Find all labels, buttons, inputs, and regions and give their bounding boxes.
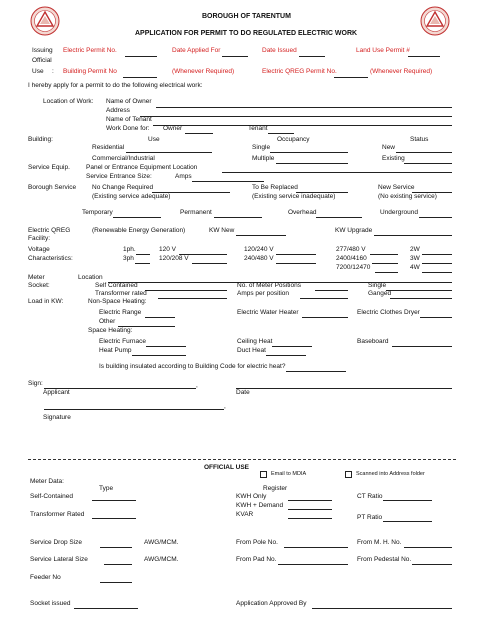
self-contained-label: Self Contained [95, 282, 138, 289]
sign-comma-1: , [196, 382, 198, 389]
qreg-label: Electric QREG [28, 227, 71, 234]
qreg-permit-label: Electric QREG Permit No. [262, 68, 337, 75]
v120-240-label: 120/240 V [244, 246, 274, 253]
official-use-divider [28, 459, 456, 460]
self-contained-field[interactable] [145, 290, 227, 291]
type-header: Type [99, 485, 114, 492]
panel-location-field[interactable] [222, 172, 452, 173]
qreg-facility-label: Facility: [28, 235, 51, 242]
email-mdia-label: Email to MDIA [271, 471, 307, 477]
borough-seal-right-icon [420, 6, 450, 36]
amps-field[interactable] [192, 181, 264, 182]
meter-single-label: Single [368, 282, 387, 289]
load-label: Load in KW: [28, 298, 64, 305]
from-pad-field[interactable] [278, 564, 348, 565]
status-header: Status [410, 136, 429, 143]
v3w-field[interactable] [422, 263, 452, 264]
commercial-label: Commercial/Industrial [92, 155, 155, 162]
space-heating-label: Space Heating: [88, 327, 133, 334]
v4w-field[interactable] [422, 272, 452, 273]
duct-heat-field[interactable] [266, 355, 306, 356]
from-pedestal-label: From Pedestal No. [357, 556, 412, 563]
v7200-12470-field[interactable] [375, 272, 398, 273]
new-field[interactable] [396, 152, 452, 153]
renewable-label: (Renewable Energy Generation) [92, 227, 186, 234]
borough-seal-left-icon [30, 6, 60, 36]
v1ph-label: 1ph. [123, 246, 136, 253]
no-existing-note: (No existing service) [378, 193, 437, 200]
approved-by-label: Application Approved By [236, 600, 307, 607]
panel-location-label: Panel or Entrance Equipment Location [86, 164, 198, 171]
overhead-label: Overhead [288, 209, 317, 216]
address-field[interactable] [140, 116, 452, 117]
single-label: Single [252, 144, 271, 151]
transformer-rated-type-field[interactable] [92, 518, 136, 519]
num-positions-label: No. of Meter Positions [237, 282, 301, 289]
signature-label: Signature [43, 414, 71, 421]
service-drop-size-field[interactable] [100, 547, 132, 548]
ceiling-heat-label: Ceiling Heat [237, 338, 273, 345]
v1ph-field[interactable] [136, 254, 150, 255]
sign-label: Sign: [28, 380, 43, 387]
meter-location-label: Location [78, 274, 103, 281]
kwh-demand-label: KWH + Demand [236, 502, 284, 509]
tenant-name-label: Name of Tenant [106, 116, 152, 123]
v3w-label: 3W [410, 255, 420, 262]
kw-new-field[interactable] [236, 235, 286, 236]
electric-furnace-label: Electric Furnace [99, 338, 146, 345]
v240-480-field[interactable] [276, 263, 316, 264]
transformer-rated-type-label: Transformer Rated [30, 511, 85, 518]
underground-field[interactable] [419, 217, 452, 218]
v4w-label: 4W [410, 264, 420, 271]
water-heater-field[interactable] [302, 317, 348, 318]
permanent-label: Permanent [180, 209, 212, 216]
kw-new-label: KW New [209, 227, 235, 234]
temporary-field[interactable] [113, 217, 161, 218]
amps-label: Amps [175, 173, 192, 180]
clothes-dryer-label: Electric Clothes Dryer [357, 309, 420, 316]
kwh-only-label: KWH Only [236, 493, 267, 500]
kwh-only-field[interactable] [288, 500, 332, 501]
land-use-permit-label: Land Use Permit # [356, 47, 410, 54]
ct-ratio-field[interactable] [383, 500, 432, 501]
official-label: Official [32, 57, 52, 64]
official-use-title: OFFICIAL USE [204, 464, 250, 471]
no-change-label: No Change Required [92, 184, 154, 191]
temporary-label: Temporary [82, 209, 113, 216]
baseboard-field[interactable] [392, 346, 452, 347]
heat-pump-label: Heat Pump [99, 347, 132, 354]
duct-heat-label: Duct Heat [237, 347, 266, 354]
kvar-label: KVAR [236, 511, 254, 518]
other-label: Other [99, 318, 116, 325]
address-label: Address [106, 107, 130, 114]
underground-label: Underground [380, 209, 418, 216]
heat-pump-field[interactable] [132, 355, 186, 356]
use-colon: : [52, 68, 54, 75]
characteristics-label: Characteristics: [28, 255, 73, 262]
tenant-option-field[interactable] [268, 133, 294, 134]
form-title: BOROUGH OF TARENTUM [202, 13, 291, 20]
voltage-label: Voltage [28, 246, 50, 253]
existing-adequate-note: (Existing service adequate) [92, 193, 171, 200]
meter-label: Meter [28, 274, 45, 281]
from-pole-label: From Pole No. [236, 539, 278, 546]
insulated-field[interactable] [286, 371, 346, 372]
from-pad-label: From Pad No. [236, 556, 277, 563]
building-permit-field[interactable] [123, 77, 157, 78]
single-field[interactable] [270, 152, 348, 153]
electric-permit-label: Electric Permit No. [63, 47, 117, 54]
email-mdia-checkbox[interactable] [260, 471, 267, 478]
v2400-4160-label: 2400/4160 [336, 255, 367, 262]
transformer-rated-field[interactable] [158, 298, 227, 299]
date-applied-label: Date Applied For [172, 47, 221, 54]
electric-furnace-field[interactable] [146, 346, 186, 347]
residential-label: Residential [92, 144, 125, 151]
intro-text: I hereby apply for a permit to do the following electrical work: [28, 82, 203, 89]
existing-inadequate-note: (Existing service inadequate) [252, 193, 336, 200]
meter-single-field[interactable] [386, 290, 452, 291]
service-lateral-size-field[interactable] [104, 564, 132, 565]
v2400-4160-field[interactable] [372, 263, 398, 264]
qreg-permit-field[interactable] [334, 77, 368, 78]
residential-field[interactable] [126, 152, 212, 153]
v120-label: 120 V [159, 246, 176, 253]
transformer-rated-label: Transformer rated [95, 290, 147, 297]
kw-upgrade-label: KW Upgrade [335, 227, 373, 234]
owner-name-field[interactable] [156, 107, 452, 108]
awg-mcm-label-2: AWG/MCM. [144, 556, 179, 563]
v120-208-field[interactable] [192, 263, 227, 264]
v277-480-field[interactable] [370, 254, 398, 255]
from-pedestal-field[interactable] [412, 564, 452, 565]
water-heater-label: Electric Water Heater [237, 309, 299, 316]
overhead-field[interactable] [316, 217, 362, 218]
amps-per-position-field[interactable] [300, 298, 348, 299]
existing-label: Existing [382, 155, 405, 162]
tenant-option-label: Tenant [248, 125, 268, 132]
applicant-label: Applicant [43, 389, 70, 396]
v3ph-label: 3ph [123, 255, 134, 262]
to-be-replaced-label: To Be Replaced [252, 184, 298, 191]
date-applied-field[interactable] [222, 56, 248, 57]
service-drop-size-label: Service Drop Size [30, 539, 83, 546]
pt-ratio-label: PT Ratio [357, 514, 383, 521]
register-header: Register [263, 485, 288, 492]
new-service-label: New Service [378, 184, 415, 191]
from-mh-label: From M. H. No. [357, 539, 402, 546]
occupancy-header: Occupancy [277, 136, 310, 143]
socket-issued-label: Socket issued [30, 600, 71, 607]
v2w-field[interactable] [422, 254, 452, 255]
land-use-permit-field[interactable] [408, 56, 440, 57]
self-contained-type-label: Self-Contained [30, 493, 73, 500]
insulated-question: Is building insulated according to Building Code for electric heat? [99, 363, 286, 370]
amps-per-position-label: Amps per position [237, 290, 290, 297]
tenant-name-field[interactable] [153, 125, 452, 126]
kvar-field[interactable] [288, 518, 332, 519]
kw-upgrade-field[interactable] [374, 235, 452, 236]
signature-field[interactable] [44, 409, 224, 410]
clothes-dryer-field[interactable] [420, 317, 452, 318]
non-space-heating-label: Non-Space Heating: [88, 298, 147, 305]
permanent-field[interactable] [214, 217, 262, 218]
owner-option-field[interactable] [185, 133, 213, 134]
electric-range-label: Electric Range [99, 309, 142, 316]
v240-480-label: 240/480 V [244, 255, 274, 262]
date-issued-label: Date Issued [262, 47, 297, 54]
use-label: Use [32, 68, 44, 75]
sign-comma-2: , [224, 403, 226, 410]
location-label: Location of Work: [43, 98, 94, 105]
from-mh-field[interactable] [404, 547, 452, 548]
ct-ratio-label: CT Ratio [357, 493, 383, 500]
from-pole-field[interactable] [284, 547, 348, 548]
ganged-field[interactable] [390, 298, 452, 299]
building-label: Building: [28, 136, 53, 143]
v2w-label: 2W [410, 246, 420, 253]
electric-range-field[interactable] [145, 317, 175, 318]
multiple-label: Multiple [252, 155, 275, 162]
service-equip-label: Service Equip. [28, 164, 70, 171]
work-done-for-label: Work Done for: [106, 125, 150, 132]
multiple-field[interactable] [276, 163, 348, 164]
approved-by-field[interactable] [312, 608, 452, 609]
v7200-12470-label: 7200/12470 [336, 264, 371, 271]
v120-208-label: 120/208 V [159, 255, 189, 262]
borough-service-label: Borough Service [28, 184, 77, 191]
building-permit-label: Building Permit No [63, 68, 117, 75]
scanned-checkbox[interactable] [345, 471, 352, 478]
feeder-no-label: Feeder No [30, 574, 61, 581]
pt-ratio-field[interactable] [383, 521, 432, 522]
socket-issued-field[interactable] [74, 608, 138, 609]
whenever-required-1: (Whenever Required) [172, 68, 235, 75]
ceiling-heat-field[interactable] [272, 346, 312, 347]
owner-name-label: Name of Owner [106, 98, 152, 105]
issuing-label: Issuing [32, 47, 53, 54]
kwh-demand-field[interactable] [288, 509, 332, 510]
ganged-label: Ganged [368, 290, 392, 297]
awg-mcm-label-1: AWG/MCM. [144, 539, 179, 546]
meter-data-label: Meter Data: [30, 478, 64, 485]
use-header: Use [148, 136, 160, 143]
entrance-size-label: Service Entrance Size: [86, 173, 152, 180]
v277-480-label: 277/480 V [336, 246, 366, 253]
baseboard-label: Baseboard [357, 338, 389, 345]
date-issued-field[interactable] [299, 56, 325, 57]
service-lateral-size-label: Service Lateral Size [30, 556, 88, 563]
date-field[interactable] [236, 388, 452, 389]
new-label: New [382, 144, 396, 151]
v3ph-field[interactable] [135, 263, 150, 264]
owner-option-label: Owner [163, 125, 183, 132]
whenever-required-2: (Whenever Required) [370, 68, 433, 75]
date-label: Date [236, 389, 250, 396]
v120-240-field[interactable] [276, 254, 316, 255]
socket-label: Socket: [28, 282, 50, 289]
existing-field[interactable] [404, 163, 452, 164]
scanned-label: Scanned into Address folder [356, 471, 425, 477]
electric-permit-field[interactable] [125, 56, 157, 57]
num-positions-field[interactable] [315, 290, 348, 291]
form-subtitle: APPLICATION FOR PERMIT TO DO REGULATED ELECTRIC WORK [135, 30, 358, 37]
self-contained-type-field[interactable] [92, 500, 136, 501]
feeder-no-field[interactable] [100, 582, 132, 583]
